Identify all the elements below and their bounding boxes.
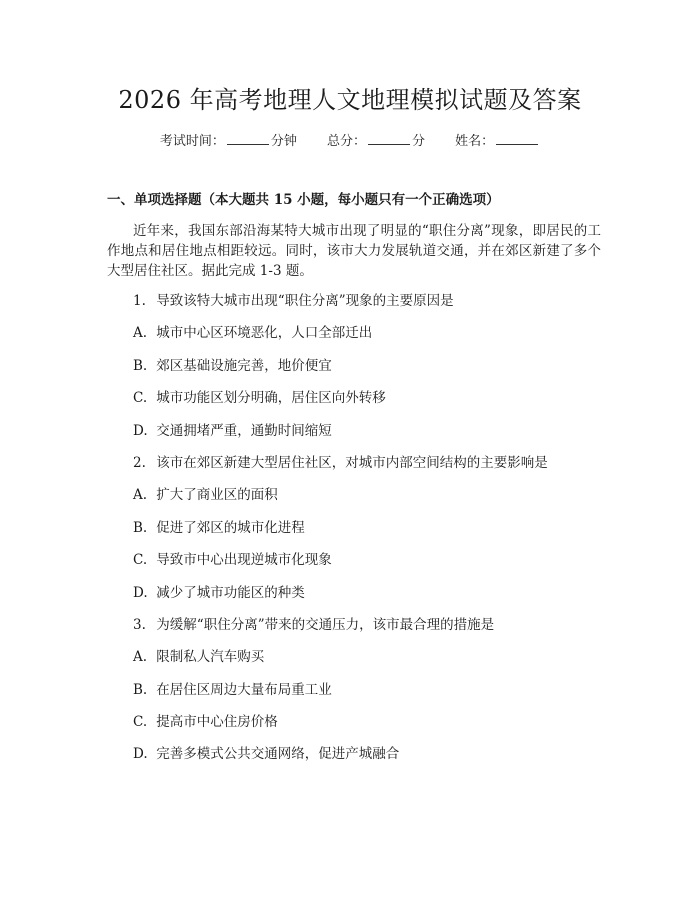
question-text: 为缓解“职住分离”带来的交通压力，该市最合理的措施是 (156, 616, 495, 633)
option-text: 导致市中心出现逆城市化现象 (156, 552, 332, 569)
option-label: B. (133, 519, 148, 536)
question-number: 1. (133, 293, 146, 309)
option-label: B. (133, 681, 148, 698)
option-label: C. (133, 390, 148, 407)
student-name-label: 姓名： (455, 134, 495, 149)
option-label: A. (133, 649, 148, 666)
total-score-unit: 分 (412, 134, 426, 149)
answer-option (107, 744, 603, 764)
option-text: 城市中心区环境恶化，人口全部迁出 (156, 325, 373, 342)
option-label: D. (133, 584, 148, 601)
question-text: 该市在郊区新建大型居住社区，对城市内部空间结构的主要影响是 (156, 454, 548, 471)
option-text: 在居住区周边大量布局重工业 (156, 681, 332, 698)
option-label: A. (133, 325, 148, 342)
exam-time-label: 考试时间： (159, 134, 225, 149)
option-label: C. (133, 552, 148, 569)
question-text: 导致该特大城市出现“职住分离”现象的主要原因是 (156, 293, 454, 309)
question-number: 2. (133, 454, 146, 471)
answer-option (107, 518, 603, 538)
answer-option (107, 647, 603, 667)
option-label: C. (133, 714, 148, 731)
answer-option (107, 680, 603, 700)
option-label: D. (133, 422, 148, 439)
student-name-blank (496, 131, 538, 145)
exam-meta (97, 131, 603, 152)
exam-time-unit: 分钟 (270, 134, 297, 149)
option-text: 郊区基础设施完善，地价便宜 (156, 357, 332, 374)
question-list (107, 291, 603, 764)
student-name-field (455, 134, 540, 149)
option-text: 促进了郊区的城市化进程 (156, 519, 305, 536)
reading-passage: 近年来，我国东部沿海某特大城市出现了明显的“职住分离”现象，即居民的工作地点和居住地点相距较远。同时，该市大力发展轨道交通，并在郊区新建了多个大型居住社区。据此完成 1-3 题。 (107, 223, 601, 279)
option-text: 减少了城市功能区的种类 (156, 584, 305, 601)
option-text: 交通拥堵严重，通勤时间缩短 (156, 422, 332, 439)
question-stem (107, 615, 603, 635)
option-label: D. (133, 746, 148, 763)
option-text: 完善多模式公共交通网络，促进产城融合 (156, 746, 400, 763)
question-stem (107, 453, 603, 473)
exam-time-blank (227, 131, 269, 145)
answer-option (107, 388, 603, 408)
exam-time-field (160, 134, 301, 149)
answer-option (107, 421, 603, 441)
answer-option (107, 356, 603, 376)
option-label: B. (133, 357, 148, 374)
answer-option (107, 323, 603, 343)
option-text: 城市功能区划分明确，居住区向外转移 (156, 390, 386, 407)
option-label: A. (133, 487, 148, 504)
section-title: 一、单项选择题（本大题共 15 小题，每小题只有一个正确选项） (107, 192, 500, 208)
option-text: 扩大了商业区的面积 (156, 487, 278, 504)
answer-option (107, 712, 603, 732)
total-score-label: 总分： (326, 134, 366, 149)
question-number: 3. (133, 616, 146, 633)
option-text: 提高市中心住房价格 (156, 714, 278, 731)
total-score-blank (368, 131, 410, 145)
question-stem (107, 291, 603, 311)
page-title: 2026 年高考地理人文地理模拟试题及答案 (118, 86, 582, 114)
option-text: 限制私人汽车购买 (156, 649, 265, 666)
answer-option (107, 550, 603, 570)
total-score-field (327, 134, 429, 149)
answer-option (107, 485, 603, 505)
answer-option (107, 583, 603, 603)
